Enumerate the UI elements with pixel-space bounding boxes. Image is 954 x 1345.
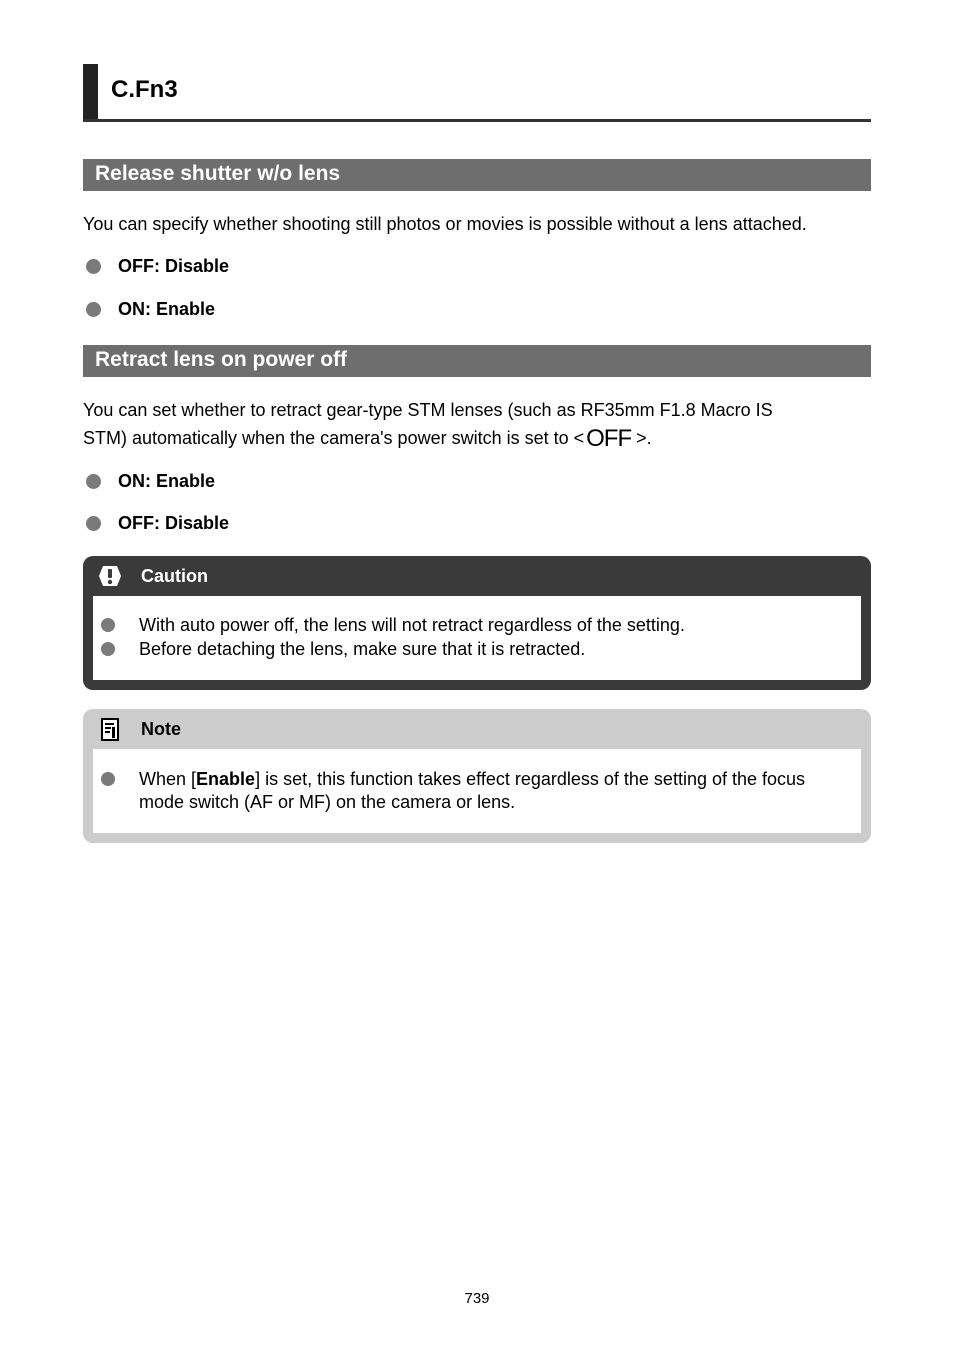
note-text-suffix: ] is set, this function takes effect regardless of the setting of the focus mode switch (AF or MF) on the camera or lens. (139, 769, 806, 812)
note-item-text (139, 768, 849, 814)
page-title (83, 64, 871, 122)
caution-box (83, 556, 871, 690)
note-text-bold: Enable (196, 769, 256, 789)
section-description-retract-lens (83, 396, 873, 452)
option-label: ON: Enable (118, 471, 216, 491)
note-icon (97, 718, 123, 740)
bullet-dot (86, 516, 101, 531)
bullet-dot (86, 259, 101, 274)
caution-item-text: Before detaching the lens, make sure that it is retracted. (139, 639, 586, 659)
caution-content (93, 596, 861, 680)
option-label: OFF: Disable (118, 513, 230, 533)
option-label: OFF: Disable (118, 256, 230, 276)
caution-title: Caution (141, 566, 208, 586)
caution-item-text: With auto power off, the lens will not retract regardless of the setting. (139, 615, 685, 635)
description-line-prefix: STM) automatically when the camera's power switch is set to < (83, 428, 585, 448)
bullet-dot (101, 642, 115, 656)
bullet-dot (86, 474, 101, 489)
description-line: You can set whether to retract gear-type STM lenses (such as RF35mm F1.8 Macro IS (83, 400, 773, 420)
note-title: Note (141, 719, 181, 739)
power-switch-off-icon: OFF (586, 425, 632, 452)
option-item (86, 469, 486, 493)
note-text-prefix: When [ (139, 769, 197, 789)
description-line-suffix: >. (636, 428, 652, 448)
title-accent-bar (83, 64, 98, 119)
option-item (86, 254, 486, 278)
section-header-retract-lens: Retract lens on power off (83, 345, 871, 377)
bullet-dot (101, 772, 115, 786)
option-label: ON: Enable (118, 299, 216, 319)
option-item (86, 511, 486, 535)
bullet-dot (86, 302, 101, 317)
note-content (93, 749, 861, 833)
page-number: 739 (464, 1290, 490, 1307)
section-description-release-shutter: You can specify whether shooting still photos or movies is possible without a lens attached. (83, 214, 807, 234)
bullet-dot (101, 618, 115, 632)
section-header-release-shutter: Release shutter w/o lens (83, 159, 871, 191)
note-box (83, 709, 871, 843)
page-title-text: C.Fn3 (111, 76, 178, 103)
caution-icon (97, 565, 123, 587)
option-item (86, 297, 486, 321)
